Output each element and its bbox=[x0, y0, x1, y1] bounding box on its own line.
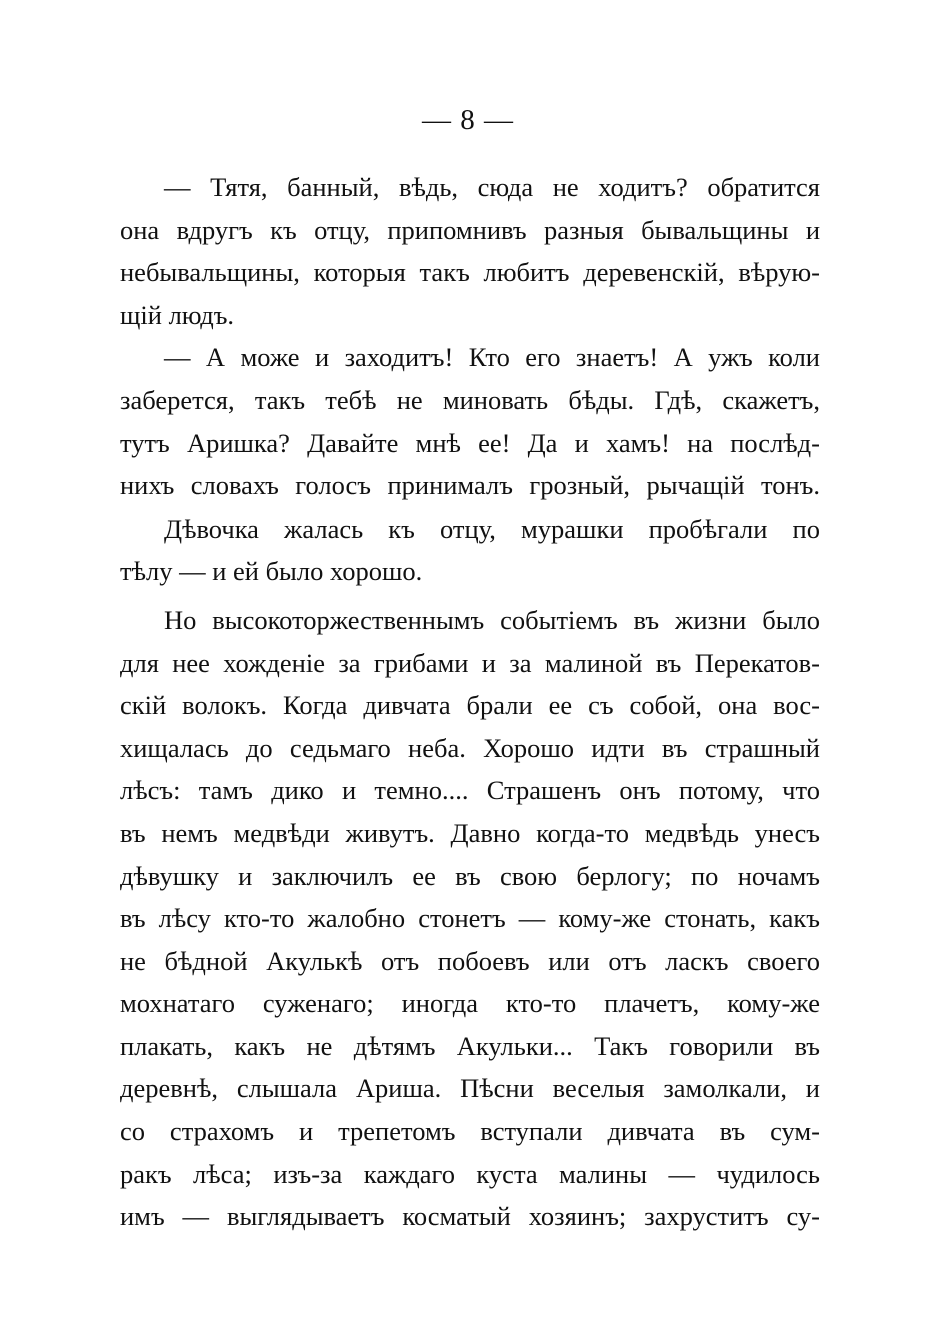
text-line: она вдругъ къ отцу, припомнивъ разныя бывальщины и bbox=[120, 214, 820, 245]
text-line: небывальщины, которыя такъ любитъ деревенскій, вѣрую- bbox=[120, 257, 820, 288]
paragraph bbox=[120, 336, 820, 506]
text-line: заберется, такъ тебѣ не миновать бѣды. Гдѣ, скажетъ, bbox=[120, 384, 820, 415]
text-line: имъ — выглядываетъ косматый хозяинъ; захруститъ су- bbox=[120, 1201, 820, 1232]
text-line: въ немъ медвѣди живутъ. Давно когда-то медвѣдь унесъ bbox=[120, 817, 820, 848]
text-line: скій волокъ. Когда дивчата брали ее съ собой, она вос- bbox=[120, 690, 820, 721]
text-line: не бѣдной Акулькѣ отъ побоевъ или отъ ласкъ своего bbox=[120, 945, 820, 976]
text-line: — А може и заходитъ! Кто его знаетъ! А ужъ коли bbox=[164, 342, 820, 373]
text-line: щій людъ. bbox=[120, 299, 235, 330]
text-line: тутъ Аришка? Давайте мнѣ ее! Да и хамъ! на послѣд- bbox=[120, 427, 820, 458]
body-text bbox=[120, 166, 820, 1238]
paragraph bbox=[120, 599, 820, 1238]
text-line: для нее хожденіе за грибами и за малиной въ Перекатов- bbox=[120, 647, 820, 678]
text-line: Но высокоторжественнымъ событіемъ въ жизни было bbox=[164, 604, 820, 635]
text-line: лѣсъ: тамъ дико и темно.... Страшенъ онъ потому, что bbox=[120, 775, 820, 806]
text-line: дѣвушку и заключилъ ее въ свою берлогу; по ночамъ bbox=[120, 860, 820, 891]
paragraph bbox=[120, 508, 820, 593]
text-line: тѣлу — и ей было хорошо. bbox=[120, 556, 423, 587]
text-line: со страхомъ и трепетомъ вступали дивчата въ сум- bbox=[120, 1116, 820, 1147]
paragraph bbox=[120, 166, 820, 336]
text-line: хищалась до седьмаго неба. Хорошо идти въ страшный bbox=[120, 732, 820, 763]
text-line: мохнатаго суженаго; иногда кто-то плачетъ, кому-же bbox=[120, 988, 820, 1019]
text-line: — Тятя, банный, вѣдь, сюда не ходитъ? обратится bbox=[164, 172, 820, 202]
text-line: ракъ лѣса; изъ-за каждаго куста малины — чудилось bbox=[120, 1158, 820, 1189]
page-number: — 8 — bbox=[422, 104, 514, 136]
text-line: плакать, какъ не дѣтямъ Акульки... Такъ говорили въ bbox=[120, 1030, 820, 1061]
text-line: нихъ словахъ голосъ принималъ грозный, рычащій тонъ. bbox=[120, 470, 820, 501]
text-line: Дѣвочка жалась къ отцу, мурашки пробѣгали по bbox=[164, 513, 820, 544]
text-line: въ лѣсу кто-то жалобно стонетъ — кому-же стонать, какъ bbox=[120, 903, 820, 934]
text-line: деревнѣ, слышала Ариша. Пѣсни веселыя замолкали, и bbox=[120, 1073, 820, 1104]
